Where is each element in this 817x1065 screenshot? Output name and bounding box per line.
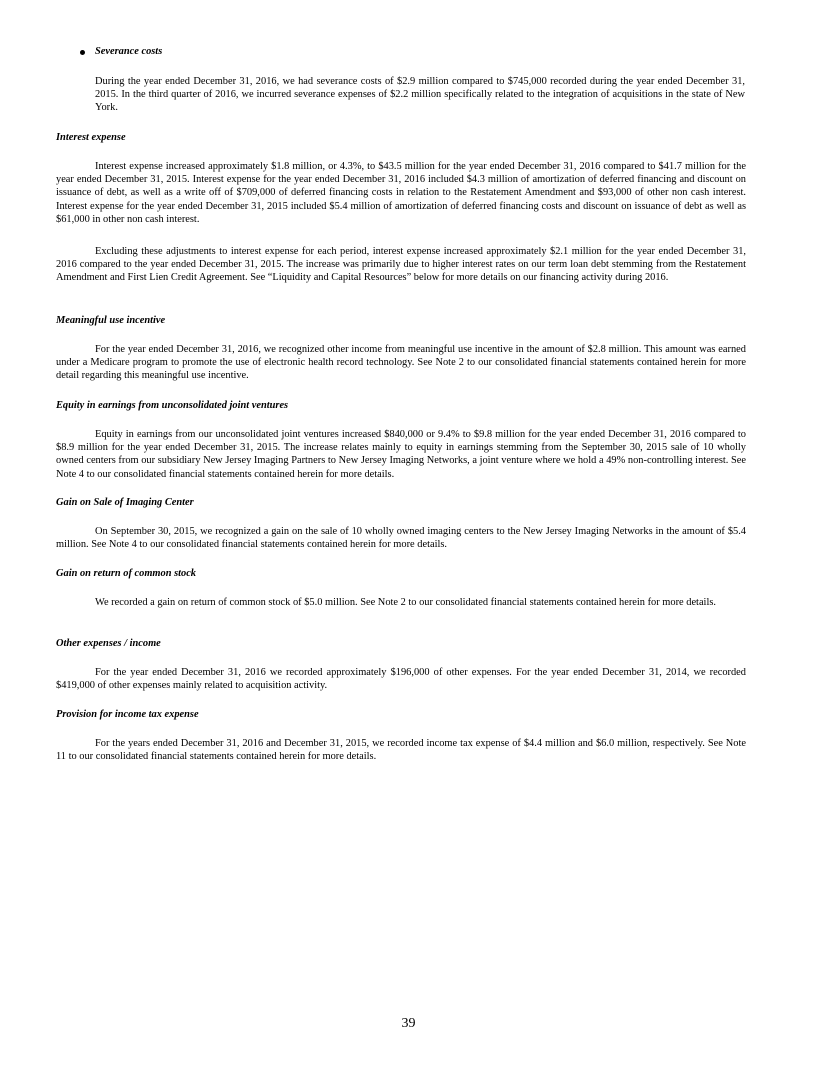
bullet-heading: Severance costs — [95, 46, 163, 57]
interest-expense-paragraph-1: Interest expense increased approximately $1.8 million, or 4.3%, to $43.5 million for the year ended December 31, 2016 compared to $41.7 million for the year ended December 31, 2015. Interest expense for the year ended December 31, 2016 included $4.3 million of amortization of deferred financing and discount on issuance of debt, as well as a write off of $709,000 of deferred financing costs in relation to the Restatement Amendment and $93,000 of other non cash interest. Interest expense for the year ended December 31, 2015 included $5.4 million of amortization of deferred financing costs and discount on issuance of debt as well as $61,000 in other non cash interest. — [56, 161, 746, 225]
other-expenses-paragraph: For the year ended December 31, 2016 we recorded approximately $196,000 of other expenses. For the year ended December 31, 2014, we recorded $419,000 of other expenses mainly related to acquisition activity. — [56, 667, 746, 692]
heading-other-expenses: Other expenses / income — [56, 638, 161, 649]
page-number: 39 — [401, 1016, 416, 1031]
heading-equity-in-earnings: Equity in earnings from unconsolidated joint ventures — [56, 400, 289, 411]
equity-in-earnings-paragraph: Equity in earnings from our unconsolidated joint ventures increased $840,000 or 9.4% to $9.8 million for the year ended December 31, 2016 compared to $8.9 million for the year ended December 31, 2015. The increase relates mainly to equity in earnings stemming from the September 30, 2015 sale of 10 wholly owned centers from our subsidiary New Jersey Imaging Partners to New Jersey Imaging Networks, a joint venture where we hold a 49% non-controlling interest. See Note 4 to our consolidated financial statements contained herein for more details. — [56, 429, 746, 480]
bullet-icon — [80, 50, 85, 55]
heading-gain-on-sale: Gain on Sale of Imaging Center — [56, 497, 194, 508]
income-tax-paragraph: For the years ended December 31, 2016 and December 31, 2015, we recorded income tax expense of $4.4 million and $6.0 million, respectively. See Note 11 to our consolidated financial statements contained herein for more details. — [56, 738, 746, 763]
heading-meaningful-use-incentive: Meaningful use incentive — [56, 315, 166, 326]
meaningful-use-paragraph: For the year ended December 31, 2016, we recognized other income from meaningful use incentive in the amount of $2.8 million. This amount was earned under a Medicare program to promote the use of electronic health record technology. See Note 2 to our consolidated financial statements contained herein for more detail regarding this meaningful use incentive. — [56, 344, 746, 382]
gain-on-sale-paragraph: On September 30, 2015, we recognized a gain on the sale of 10 wholly owned imaging centers to the New Jersey Imaging Networks in the amount of $5.4 million. See Note 4 to our consolidated financial statements contained herein for more details. — [56, 526, 746, 551]
heading-interest-expense: Interest expense — [56, 132, 126, 143]
heading-income-tax: Provision for income tax expense — [56, 709, 199, 720]
heading-gain-on-return: Gain on return of common stock — [56, 568, 197, 579]
gain-on-return-paragraph: We recorded a gain on return of common stock of $5.0 million. See Note 2 to our consolidated financial statements contained herein for more details. — [95, 597, 716, 608]
severance-paragraph: During the year ended December 31, 2016, we had severance costs of $2.9 million compared to $745,000 recorded during the year ended December 31, 2015. In the third quarter of 2016, we incurred severance expenses of $2.2 million specifically related to the integration of acquisitions in the state of New York. — [95, 76, 745, 114]
interest-expense-paragraph-2: Excluding these adjustments to interest expense for each period, interest expense increased approximately $2.1 million for the year ended December 31, 2016 compared to the year ended December 31, 2015. The increase was primarily due to higher interest rates on our term loan debt stemming from the Restatement Amendment and First Lien Credit Agreement. See “Liquidity and Capital Resources” below for more details on our financing activity during 2016. — [56, 246, 746, 284]
